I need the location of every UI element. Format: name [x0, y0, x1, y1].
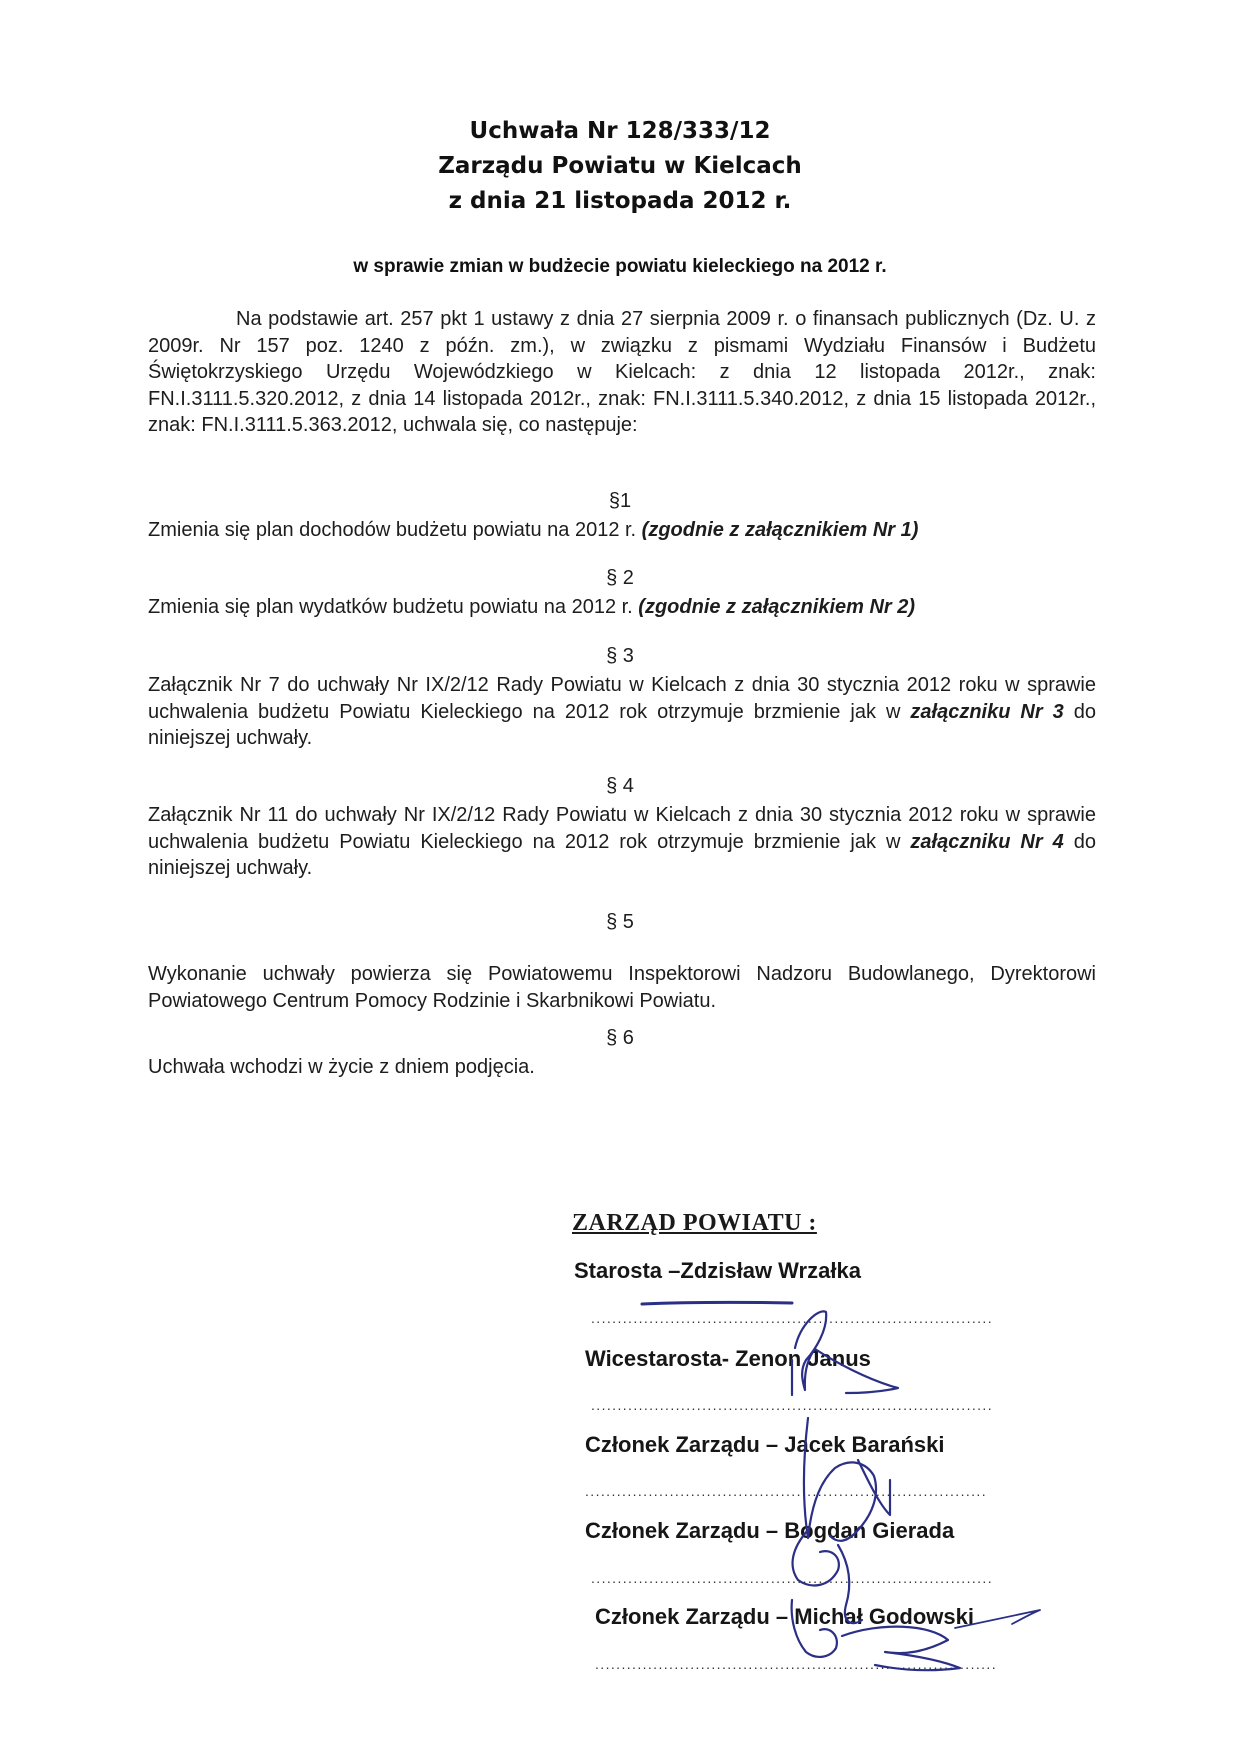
section-mark-3: § 3 — [606, 645, 634, 667]
board-member-starosta: Starosta –Zdzisław Wrzałka — [574, 1258, 861, 1283]
section-2-emphasis: (zgodnie z załącznikiem Nr 2) — [638, 596, 916, 618]
section-1-text: Zmienia się plan dochodów budżetu powiatu na 2012 r. (zgodnie z załącznikiem Nr 1) — [148, 519, 919, 541]
signature-line-4: ............................................................................ — [591, 1570, 994, 1586]
board-heading: ZARZĄD POWIATU : — [572, 1210, 817, 1236]
resolution-number: Uchwała Nr 128/333/12 — [469, 118, 771, 144]
section-5-text: Wykonanie uchwały powierza się Powiatowemu Inspektorowi Nadzoru Budowlanego, Dyrektorowi Powiatowego Centrum Pomocy Rodzinie i Skarbnikowi Powiatu. — [148, 963, 1096, 1012]
section-3-emphasis: załączniku Nr 3 — [910, 700, 1064, 723]
board-member-3: Członek Zarządu – Jacek Barański — [585, 1432, 945, 1457]
section-2-text: Zmienia się plan wydatków budżetu powiatu na 2012 r. (zgodnie z załącznikiem Nr 2) — [148, 596, 916, 618]
section-4-emphasis: załączniku Nr 4 — [910, 830, 1064, 853]
section-3-text: Załącznik Nr 7 do uchwały Nr IX/2/12 Rady Powiatu w Kielcach z dnia 30 stycznia 2012 roku w sprawie uchwalenia budżetu Powiatu Kieleckiego na 2012 rok otrzymuje brzmienie jak w załączniku Nr 3 do niniejszej uchwały. — [148, 674, 1096, 749]
signature-line-3: ............................................................................ — [585, 1483, 988, 1499]
preamble-text: Na podstawie art. 257 pkt 1 ustawy z dnia 27 sierpnia 2009 r. o finansach publicznych (Dz. U. z 2009r. Nr 157 poz. 1240 z późn. zm.), w związku z pismami Wydziału Finansów i Budżetu Świętokrzyskiego Urzędu Wojewódzkiego w Kielcach: z dnia 12 listopada 2012r., znak: FN.I.3111.5.320.2012, z dnia 14 listopada 2012r., znak: FN.I.3111.5.340.2012, z dnia 15 listopada 2012r., znak: FN.I.3111.5.363.2012, uchwala się, co następuje: — [148, 308, 1096, 436]
signature-line-5: ............................................................................ — [595, 1656, 998, 1672]
board-member-5: Członek Zarządu – Michał Godowski — [595, 1604, 974, 1629]
section-mark-2: § 2 — [606, 567, 634, 589]
board-member-4: Członek Zarządu – Bogdan Gierada — [585, 1518, 955, 1543]
section-mark-1: §1 — [608, 490, 632, 512]
issuing-body: Zarządu Powiatu w Kielcach — [438, 153, 802, 179]
resolution-subject: w sprawie zmian w budżecie powiatu kieleckiego na 2012 r. — [353, 256, 887, 277]
section-mark-6: § 6 — [606, 1027, 634, 1049]
signature-line-2: ............................................................................ — [591, 1397, 994, 1413]
godowski-signature-flourish — [842, 1627, 960, 1670]
section-mark-5: § 5 — [606, 911, 634, 933]
starosta-signature-stroke — [642, 1302, 792, 1304]
godowski-signature-tail — [955, 1610, 1040, 1628]
baranski-signature-stroke — [858, 1460, 890, 1515]
godowski-signature — [792, 1600, 837, 1657]
gierada-signature-stroke — [838, 1545, 862, 1623]
section-6-text: Uchwała wchodzi w życie z dniem podjęcia. — [148, 1056, 535, 1078]
baranski-signature — [804, 1418, 876, 1541]
resolution-date: z dnia 21 listopada 2012 r. — [448, 188, 792, 214]
section-mark-4: § 4 — [606, 775, 634, 797]
signature-line-1: ............................................................................ — [591, 1310, 994, 1326]
wicestarosta-signature — [795, 1311, 898, 1393]
board-member-wicestarosta: Wicestarosta- Zenon Janus — [585, 1346, 871, 1371]
section-4-text: Załącznik Nr 11 do uchwały Nr IX/2/12 Rady Powiatu w Kielcach z dnia 30 stycznia 2012 roku w sprawie uchwalenia budżetu Powiatu Kieleckiego na 2012 rok otrzymuje brzmienie jak w załączniku Nr 4 do niniejszej uchwały. — [148, 804, 1096, 879]
section-1-emphasis: (zgodnie z załącznikiem Nr 1) — [641, 519, 919, 541]
